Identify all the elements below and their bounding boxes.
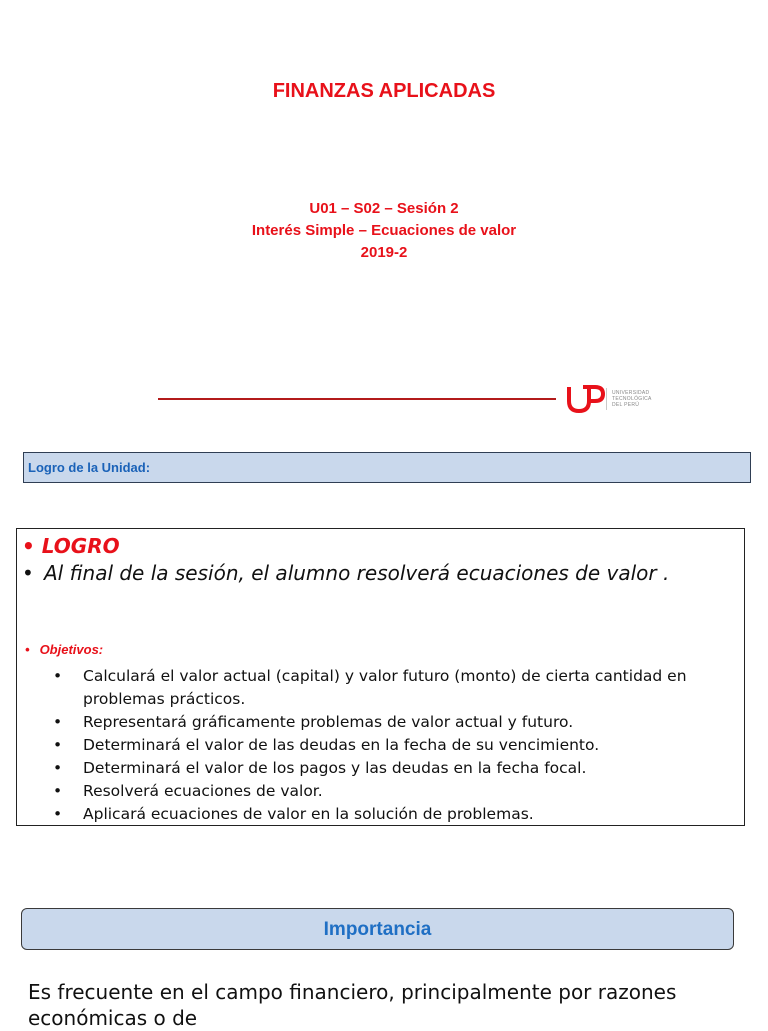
logo-wordmark: UNIVERSIDAD TECNOLÓGICA DEL PERÚ [612, 390, 652, 408]
logro-text: • Al final de la sesión, el alumno resolverá ecuaciones de valor . [22, 561, 670, 585]
bullet-icon: • [53, 713, 63, 731]
bullet-icon: • [53, 736, 63, 754]
unit-goal-bar [23, 452, 751, 483]
objectives-label: • Objetivos: [25, 642, 104, 657]
session-topic: Interés Simple – Ecuaciones de valor [251, 222, 517, 239]
unit-goal-label: Logro de la Unidad: [28, 460, 151, 475]
bullet-icon: • [25, 642, 30, 657]
importance-bar [21, 908, 734, 950]
logo-separator [606, 388, 607, 410]
bullet-icon: • [22, 561, 34, 585]
session-code: U01 – S02 – Sesión 2 [309, 200, 459, 217]
page-title: FINANZAS APLICADAS [272, 80, 496, 102]
list-item: • Representará gráficamente problemas de valor actual y futuro. [53, 711, 733, 734]
bullet-icon: • [53, 667, 63, 685]
bullet-icon: • [22, 534, 35, 558]
goal-box [16, 528, 745, 826]
objectives-list [53, 665, 733, 826]
importance-text: Es frecuente en el campo financiero, principalmente por razones económicas o de [28, 980, 677, 1030]
bullet-icon: • [53, 782, 63, 800]
list-item: • Determinará el valor de los pagos y las deudas en la fecha focal. [53, 757, 733, 780]
logro-heading: • LOGRO [22, 534, 120, 558]
bullet-icon: • [53, 759, 63, 777]
list-item: • Aplicará ecuaciones de valor en la solución de problemas. [53, 803, 733, 826]
title-divider [158, 398, 556, 400]
list-item: • Calculará el valor actual (capital) y valor futuro (monto) de cierta cantidad en problemas prácticos. [53, 667, 687, 708]
list-item: • Resolverá ecuaciones de valor. [53, 780, 733, 803]
session-term: 2019-2 [360, 244, 408, 261]
bullet-icon: • [53, 805, 63, 823]
importance-label: Importancia [323, 919, 432, 940]
list-item: • Determinará el valor de las deudas en la fecha de su vencimiento. [53, 734, 733, 757]
